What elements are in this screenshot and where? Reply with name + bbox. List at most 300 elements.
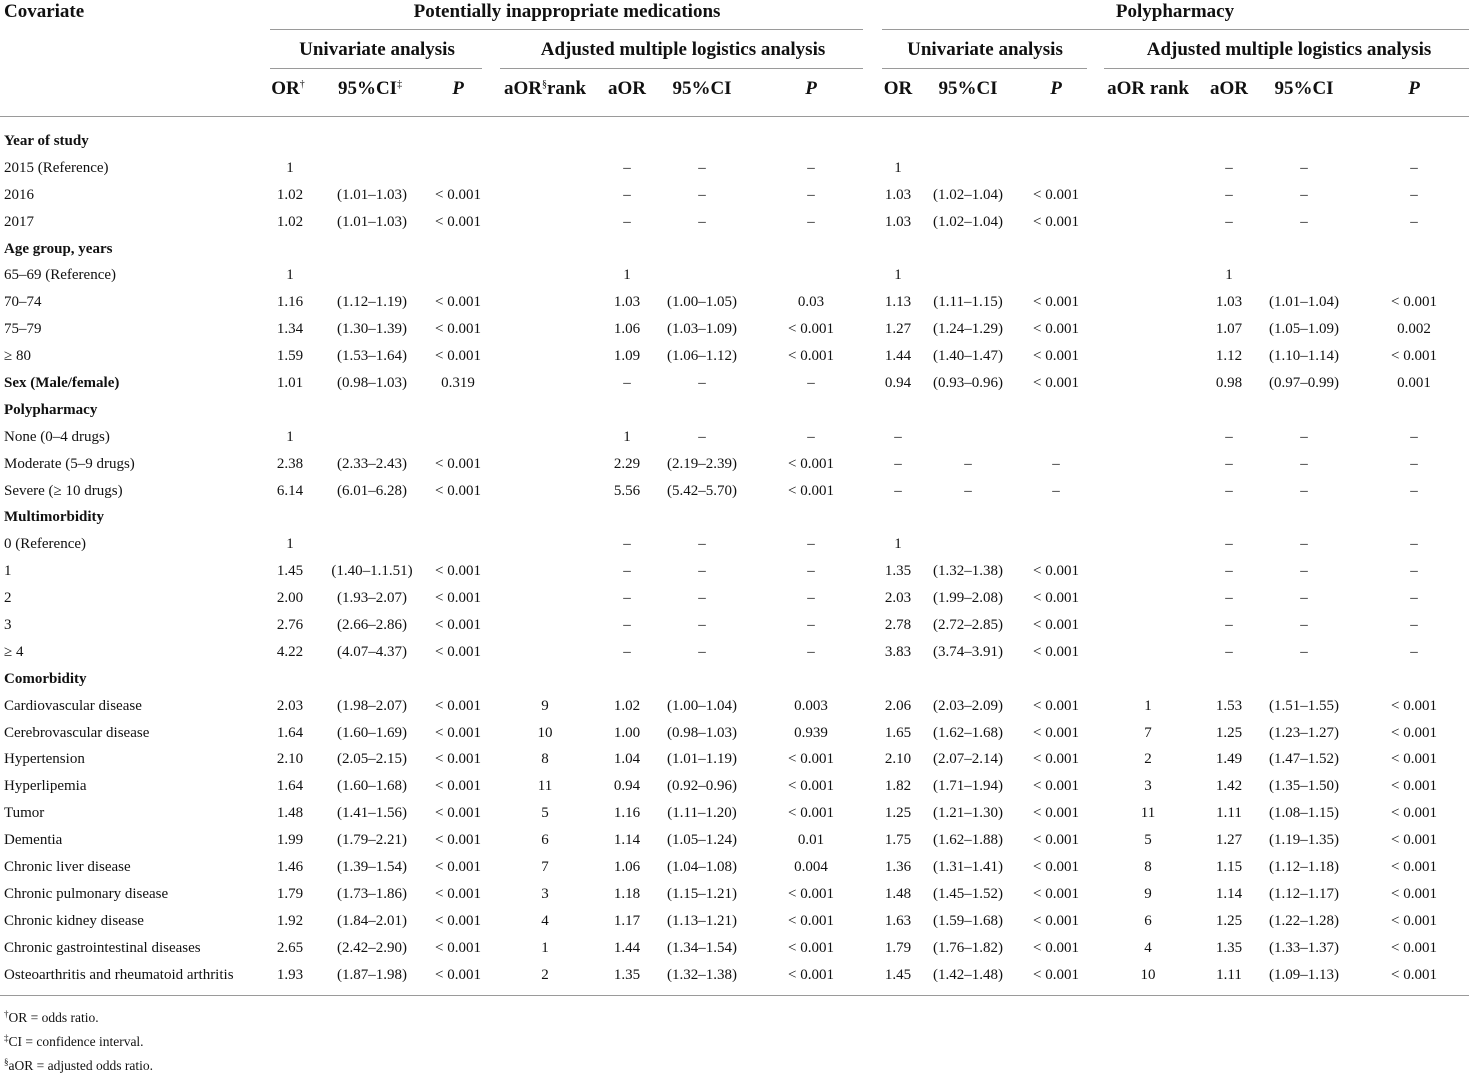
cell-poly-or: 1.25 [884,805,912,822]
cell-poly-aor: – [1225,643,1233,660]
row-label: 0 (Reference) [4,536,87,553]
cell-poly-aor-p: < 0.001 [1391,805,1437,822]
table-row [0,827,1471,854]
rule-header-bottom [0,116,1469,117]
cell-poly-or: 1.35 [884,563,912,580]
cell-poly-ci: (1.02–1.04) [933,213,1003,230]
cell-aor-ci: – [698,375,706,392]
cell-p: < 0.001 [435,966,481,983]
cell-poly-aor-p: – [1410,590,1418,607]
table-row [0,424,1471,451]
cell-aor-p: 0.004 [794,859,828,876]
footnote-mark: † [4,1009,9,1019]
cell-poly-aor: 1.27 [1215,832,1243,849]
cell-or: 1.59 [276,348,304,365]
cell-ci: (1.40–1.1.51) [331,563,413,580]
cell-or: 1.01 [276,375,304,392]
cell-aor-p: < 0.001 [788,939,834,956]
col-p-poly-adj: P [1408,78,1420,99]
table-row [0,128,1471,155]
cell-poly-aor-ci: (1.35–1.50) [1269,778,1339,795]
row-label: 75–79 [4,321,42,338]
cell-or: 1.46 [276,859,304,876]
cell-poly-aor-p: < 0.001 [1391,966,1437,983]
row-label: 2015 (Reference) [4,159,109,176]
cell-poly-p: < 0.001 [1033,805,1079,822]
cell-poly-aor: 1.12 [1215,348,1243,365]
row-label: ≥ 4 [4,643,24,660]
table-row [0,316,1471,343]
cell-poly-aor-rank: 5 [1144,832,1152,849]
table-row [0,935,1471,962]
table-row [0,666,1471,693]
cell-poly-p: < 0.001 [1033,859,1079,876]
col-or-poly: OR [883,78,913,99]
cell-poly-aor-ci: – [1300,563,1308,580]
rule-poly-adjusted [1104,68,1469,69]
row-label: Tumor [4,805,45,822]
cell-p: < 0.001 [435,617,481,634]
cell-aor-p: – [807,213,815,230]
cell-poly-aor-rank: 6 [1144,912,1152,929]
footnotes [4,1004,153,1076]
cell-ci: (1.01–1.03) [337,186,407,203]
cell-aor-ci: (1.00–1.04) [667,697,737,714]
cell-poly-ci: (1.32–1.38) [933,563,1003,580]
cell-poly-ci: (1.21–1.30) [933,805,1003,822]
cell-poly-aor-ci: (1.51–1.55) [1269,697,1339,714]
cell-poly-ci: (2.03–2.09) [933,697,1003,714]
cell-aor-ci: (5.42–5.70) [667,482,737,499]
cell-poly-or: – [894,455,902,472]
cell-poly-aor: 1.07 [1215,321,1243,338]
cell-or: 1.34 [276,321,304,338]
cell-ci: (1.39–1.54) [337,859,407,876]
cell-aor-ci: – [698,617,706,634]
cell-poly-aor-ci: (1.09–1.13) [1269,966,1339,983]
cell-poly-ci: (3.74–3.91) [933,643,1003,660]
cell-ci: (1.87–1.98) [337,966,407,983]
row-label: Chronic pulmonary disease [4,885,169,902]
cell-aor-p: – [807,617,815,634]
cell-aor-p: 0.03 [797,294,825,311]
cell-poly-aor-p: – [1410,536,1418,553]
row-label: Hypertension [4,751,85,768]
cell-poly-p: – [1052,455,1060,472]
col-aor-poly: aOR [1210,78,1248,99]
cell-poly-aor-p: < 0.001 [1391,294,1437,311]
row-label: 2016 [4,186,34,203]
cell-or: 1 [286,159,294,176]
cell-aor-ci: (1.32–1.38) [667,966,737,983]
cell-aor-rank: 2 [541,966,549,983]
cell-poly-or: 1.44 [884,348,912,365]
row-label: 65–69 (Reference) [4,267,117,284]
cell-poly-aor-ci: – [1300,643,1308,660]
cell-poly-p: < 0.001 [1033,617,1079,634]
footnote [4,1052,153,1076]
cell-poly-p: < 0.001 [1033,912,1079,929]
cell-poly-aor: – [1225,455,1233,472]
cell-or: 2.38 [276,455,304,472]
cell-poly-aor: 1.35 [1215,939,1243,956]
cell-p: < 0.001 [435,885,481,902]
cell-poly-ci: (1.62–1.88) [933,832,1003,849]
cell-poly-aor-p: < 0.001 [1391,859,1437,876]
cell-poly-aor-ci: (1.05–1.09) [1269,321,1339,338]
cell-aor-p: < 0.001 [788,751,834,768]
cell-or: 2.03 [276,697,304,714]
footnote-text: aOR = adjusted odds ratio. [8,1058,153,1073]
cell-poly-aor: 1.15 [1215,859,1243,876]
cell-poly-p: < 0.001 [1033,375,1079,392]
cell-aor-p: – [807,428,815,445]
cell-p: 0.319 [441,375,475,392]
row-label: Hyperlipemia [4,778,87,795]
cell-or: 1.45 [276,563,304,580]
cell-poly-p: < 0.001 [1033,590,1079,607]
cell-poly-ci: (2.72–2.85) [933,617,1003,634]
cell-poly-ci: (1.45–1.52) [933,885,1003,902]
table-row [0,962,1471,989]
cell-poly-aor-ci: (1.12–1.18) [1269,859,1339,876]
cell-poly-aor-rank: 2 [1144,751,1152,768]
cell-poly-ci: (1.40–1.47) [933,348,1003,365]
cell-poly-aor: – [1225,428,1233,445]
cell-poly-aor: – [1225,159,1233,176]
cell-poly-aor-p: 0.002 [1397,321,1431,338]
cell-aor-rank: 9 [541,697,549,714]
cell-p: < 0.001 [435,321,481,338]
cell-aor: 1.17 [613,912,641,929]
table-row [0,773,1471,800]
cell-poly-p: < 0.001 [1033,751,1079,768]
cell-p: < 0.001 [435,724,481,741]
cell-poly-aor-p: – [1410,186,1418,203]
header-poly-univariate: Univariate analysis [907,39,1063,60]
cell-poly-or: 1.79 [884,939,912,956]
cell-poly-aor-p: – [1410,482,1418,499]
col-ci-pim-adj: 95%CI [672,78,732,99]
cell-poly-ci: (1.42–1.48) [933,966,1003,983]
table-row [0,800,1471,827]
col-or: OR† [271,78,305,99]
header-pim-univariate: Univariate analysis [299,39,455,60]
table-row [0,881,1471,908]
cell-ci: (4.07–4.37) [337,643,407,660]
cell-poly-or: 1 [894,159,902,176]
col-p-pim-adj: P [805,78,817,99]
row-label: Multimorbidity [4,509,104,526]
cell-poly-aor-ci: (1.01–1.04) [1269,294,1339,311]
cell-p: < 0.001 [435,832,481,849]
cell-p: < 0.001 [435,751,481,768]
cell-aor-ci: – [698,186,706,203]
cell-poly-aor-p: < 0.001 [1391,832,1437,849]
cell-aor-ci: – [698,213,706,230]
cell-poly-or: 1 [894,536,902,553]
cell-poly-aor: 0.98 [1215,375,1243,392]
cell-poly-aor-p: – [1410,617,1418,634]
table-row [0,262,1471,289]
cell-poly-aor-ci: – [1300,482,1308,499]
footnote-mark: ‡ [4,1033,9,1043]
cell-poly-aor: – [1225,617,1233,634]
cell-p: < 0.001 [435,294,481,311]
cell-poly-p: < 0.001 [1033,832,1079,849]
cell-p: < 0.001 [435,643,481,660]
cell-poly-or: – [894,428,902,445]
header-covariate: Covariate [4,1,85,22]
table-row [0,693,1471,720]
cell-p: < 0.001 [435,805,481,822]
cell-poly-ci: (1.02–1.04) [933,186,1003,203]
cell-poly-aor-ci: – [1300,213,1308,230]
row-label: 1 [4,563,12,580]
cell-poly-aor-p: – [1410,643,1418,660]
header-group-pim: Potentially inappropriate medications [413,1,721,22]
cell-poly-aor-rank: 10 [1140,966,1156,983]
cell-ci: (1.84–2.01) [337,912,407,929]
table-row [0,720,1471,747]
cell-p: < 0.001 [435,859,481,876]
cell-aor-rank: 7 [541,859,549,876]
cell-poly-p: < 0.001 [1033,939,1079,956]
cell-aor: – [623,213,631,230]
cell-poly-aor-ci: – [1300,159,1308,176]
cell-aor-rank: 3 [541,885,549,902]
cell-p: < 0.001 [435,482,481,499]
cell-poly-ci: – [964,482,972,499]
cell-aor-ci: (1.01–1.19) [667,751,737,768]
rule-pim-group [270,29,863,30]
cell-poly-ci: (1.59–1.68) [933,912,1003,929]
cell-aor-ci: – [698,536,706,553]
row-label: Comorbidity [4,670,87,687]
cell-aor: 1.14 [613,832,641,849]
cell-poly-aor-ci: – [1300,428,1308,445]
cell-poly-aor: – [1225,482,1233,499]
cell-poly-p: < 0.001 [1033,213,1079,230]
cell-ci: (2.42–2.90) [337,939,407,956]
cell-aor-p: < 0.001 [788,482,834,499]
cell-aor-p: < 0.001 [788,455,834,472]
cell-poly-ci: (1.76–1.82) [933,939,1003,956]
rule-pim-univariate [270,68,482,69]
cell-aor-p: < 0.001 [788,885,834,902]
cell-poly-aor-ci: – [1300,617,1308,634]
cell-aor-rank: 6 [541,832,549,849]
cell-poly-ci: (1.11–1.15) [933,294,1003,311]
cell-aor-p: – [807,159,815,176]
row-label: Cerebrovascular disease [4,724,150,741]
row-label: None (0–4 drugs) [4,428,110,445]
cell-poly-aor-ci: (1.22–1.28) [1269,912,1339,929]
cell-poly-aor-p: – [1410,563,1418,580]
col-ci-poly-adj: 95%CI [1274,78,1334,99]
cell-poly-aor-rank: 1 [1144,697,1152,714]
cell-p: < 0.001 [435,939,481,956]
cell-poly-aor-ci: – [1300,186,1308,203]
row-label: Cardiovascular disease [4,697,142,714]
cell-ci: (2.66–2.86) [337,617,407,634]
cell-or: 2.76 [276,617,304,634]
cell-aor-ci: – [698,563,706,580]
cell-aor-p: – [807,590,815,607]
cell-aor: 1 [623,428,631,445]
cell-poly-ci: (1.62–1.68) [933,724,1003,741]
row-label: Severe (≥ 10 drugs) [4,482,123,499]
row-label: Chronic gastrointestinal diseases [4,939,201,956]
cell-poly-p: < 0.001 [1033,294,1079,311]
row-label: Age group, years [4,240,113,257]
cell-aor-ci: (1.00–1.05) [667,294,737,311]
cell-p: < 0.001 [435,213,481,230]
cell-aor-p: < 0.001 [788,966,834,983]
cell-ci: (1.30–1.39) [337,321,407,338]
cell-aor: 1.03 [613,294,641,311]
cell-or: 2.00 [276,590,304,607]
cell-aor-ci: (1.34–1.54) [667,939,737,956]
cell-poly-aor: 1.03 [1215,294,1243,311]
cell-poly-aor-ci: (1.08–1.15) [1269,805,1339,822]
cell-poly-aor: – [1225,536,1233,553]
cell-poly-p: < 0.001 [1033,348,1079,365]
cell-poly-aor-ci: (1.33–1.37) [1269,939,1339,956]
cell-poly-aor-ci: (1.10–1.14) [1269,348,1339,365]
cell-poly-aor-rank: 9 [1144,885,1152,902]
cell-poly-aor: 1 [1225,267,1233,284]
cell-poly-aor-rank: 11 [1140,805,1156,822]
cell-aor-p: < 0.001 [788,321,834,338]
cell-poly-ci: (1.99–2.08) [933,590,1003,607]
cell-poly-aor-ci: (1.23–1.27) [1269,724,1339,741]
cell-poly-or: 2.06 [884,697,912,714]
table-row [0,370,1471,397]
cell-poly-or: – [894,482,902,499]
cell-poly-ci: (2.07–2.14) [933,751,1003,768]
cell-aor: – [623,186,631,203]
cell-or: 1.02 [276,213,304,230]
cell-poly-aor: – [1225,563,1233,580]
cell-aor: – [623,159,631,176]
cell-or: 1.93 [276,966,304,983]
cell-aor-p: < 0.001 [788,912,834,929]
cell-poly-aor-p: < 0.001 [1391,939,1437,956]
table-row [0,236,1471,263]
cell-poly-aor-rank: 8 [1144,859,1152,876]
cell-ci: (1.53–1.64) [337,348,407,365]
cell-aor: 1.18 [613,885,641,902]
col-ci-poly: 95%CI [938,78,998,99]
cell-aor-p: 0.01 [797,832,825,849]
cell-poly-ci: (1.24–1.29) [933,321,1003,338]
cell-poly-aor-p: – [1410,455,1418,472]
cell-poly-p: < 0.001 [1033,643,1079,660]
rule-poly-univariate [882,68,1087,69]
cell-poly-aor: – [1225,213,1233,230]
cell-aor-rank: 4 [541,912,549,929]
cell-poly-p: – [1052,482,1060,499]
cell-ci: (0.98–1.03) [337,375,407,392]
cell-aor-p: – [807,563,815,580]
cell-or: 1 [286,536,294,553]
row-label: Dementia [4,832,63,849]
cell-ci: (1.98–2.07) [337,697,407,714]
cell-poly-or: 2.03 [884,590,912,607]
table-row [0,585,1471,612]
cell-ci: (1.93–2.07) [337,590,407,607]
col-aor-rank-poly: aOR rank [1107,78,1189,99]
cell-poly-or: 1 [894,267,902,284]
cell-poly-aor-ci: – [1300,455,1308,472]
cell-aor-p: < 0.001 [788,805,834,822]
cell-aor-p: – [807,186,815,203]
table-row [0,451,1471,478]
cell-aor-ci: (1.05–1.24) [667,832,737,849]
cell-or: 1.16 [276,294,304,311]
cell-poly-aor: 1.49 [1215,751,1243,768]
col-ci: 95%CI‡ [337,78,403,99]
cell-aor: 0.94 [613,778,641,795]
cell-aor-ci: (1.06–1.12) [667,348,737,365]
cell-poly-aor-p: – [1410,213,1418,230]
cell-poly-or: 1.03 [884,186,912,203]
cell-poly-ci: – [964,455,972,472]
row-label: Sex (Male/female) [4,375,120,392]
cell-p: < 0.001 [435,912,481,929]
table-row [0,289,1471,316]
cell-poly-ci: (0.93–0.96) [933,375,1003,392]
rule-poly-group [882,29,1469,30]
cell-or: 4.22 [276,643,304,660]
cell-aor-p: 0.939 [794,724,828,741]
cell-poly-aor: 1.11 [1216,805,1242,822]
table-row [0,558,1471,585]
cell-poly-or: 1.63 [884,912,912,929]
cell-poly-p: < 0.001 [1033,778,1079,795]
cell-aor: 1.06 [613,859,641,876]
cell-poly-or: 2.10 [884,751,912,768]
col-aor-pim: aOR [608,78,646,99]
cell-p: < 0.001 [435,186,481,203]
cell-poly-aor-p: 0.001 [1397,375,1431,392]
col-aor-rank-pim: aOR§rank [503,78,587,99]
cell-poly-p: < 0.001 [1033,186,1079,203]
row-label: Moderate (5–9 drugs) [4,455,135,472]
footnote-text: OR = odds ratio. [8,1010,99,1025]
cell-aor-rank: 1 [541,939,549,956]
cell-poly-or: 1.48 [884,885,912,902]
cell-or: 1.99 [276,832,304,849]
table-row [0,397,1471,424]
row-label: 70–74 [4,294,42,311]
cell-ci: (1.60–1.68) [337,778,407,795]
cell-aor-ci: (2.19–2.39) [667,455,737,472]
cell-p: < 0.001 [435,348,481,365]
cell-or: 2.10 [276,751,304,768]
row-label: 2 [4,590,12,607]
cell-poly-or: 1.82 [884,778,912,795]
cell-poly-p: < 0.001 [1033,966,1079,983]
cell-aor-rank: 8 [541,751,549,768]
cell-aor: 1 [623,267,631,284]
cell-poly-aor-p: < 0.001 [1391,885,1437,902]
cell-aor-p: < 0.001 [788,348,834,365]
table-row [0,612,1471,639]
cell-poly-or: 0.94 [884,375,912,392]
row-label: 3 [4,617,12,634]
